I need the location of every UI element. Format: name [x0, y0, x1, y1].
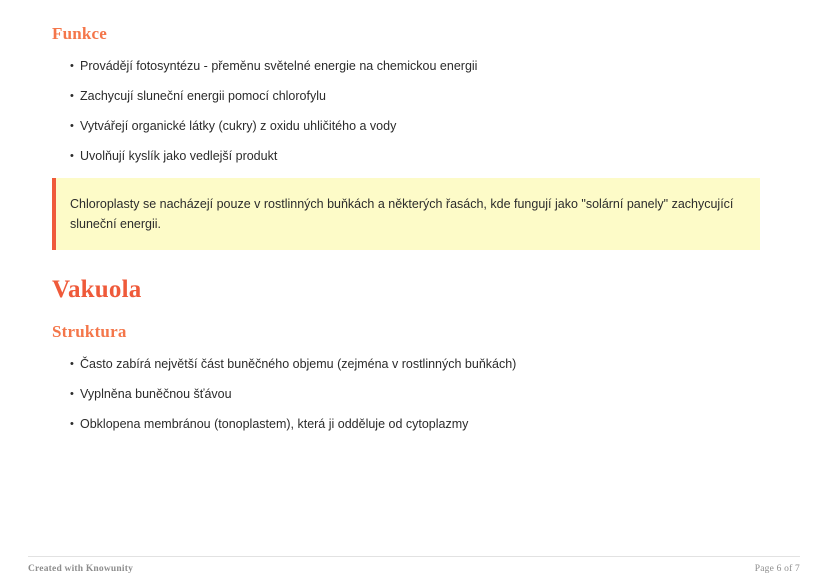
- list-item: • Uvolňují kyslík jako vedlejší produkt: [70, 148, 776, 164]
- callout-box-chloroplasty: Chloroplasty se nacházejí pouze v rostlinných buňkách a některých řasách, kde fungují jako "solární panely" zachycující sluneční energii.: [52, 178, 760, 250]
- list-item: • Provádějí fotosyntézu - přeměnu světelné energie na chemickou energii: [70, 58, 776, 74]
- page-footer: [0, 556, 828, 586]
- list-item: • Často zabírá největší část buněčného objemu (zejména v rostlinných buňkách): [70, 356, 776, 372]
- document-content: [52, 24, 776, 446]
- spacer: [52, 250, 776, 276]
- section-heading-struktura: Struktura: [52, 322, 127, 341]
- bullet-list-struktura: [52, 356, 776, 432]
- section-heading-vakuola: Vakuola: [52, 276, 142, 303]
- bullet-list-funkce: [52, 58, 776, 164]
- list-item: • Vyplněna buněčnou šťávou: [70, 386, 776, 402]
- list-item: • Zachycují sluneční energii pomocí chlorofylu: [70, 88, 776, 104]
- section-heading-funkce: Funkce: [52, 24, 108, 43]
- list-item: • Obklopena membránou (tonoplastem), která ji odděluje od cytoplazmy: [70, 416, 776, 432]
- footer-page-number: Page 6 of 7: [754, 564, 800, 574]
- footer-attribution: Created with Knowunity: [28, 564, 134, 574]
- footer-divider: [28, 556, 800, 557]
- list-item: • Vytvářejí organické látky (cukry) z oxidu uhličitého a vody: [70, 118, 776, 134]
